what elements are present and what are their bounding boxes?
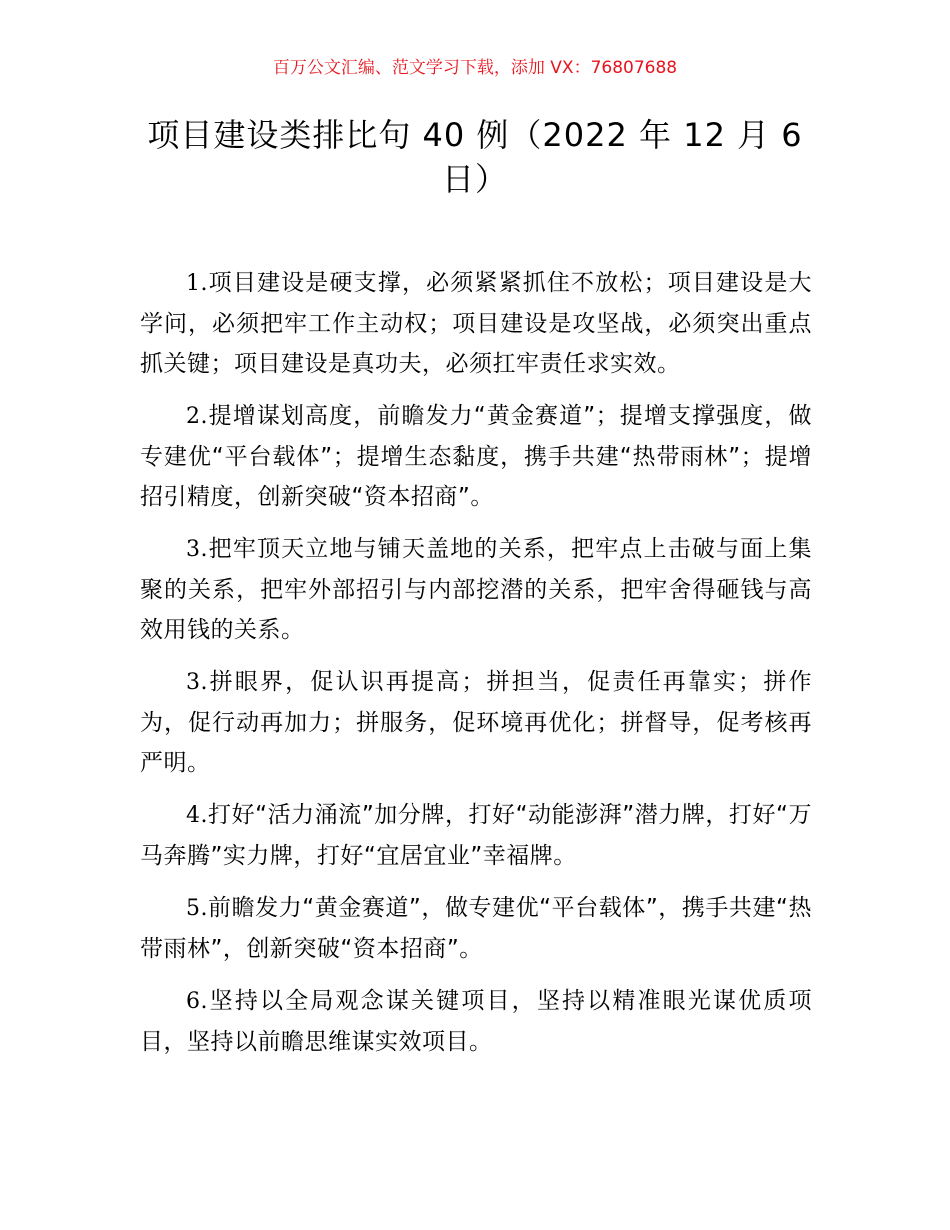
paragraph bbox=[140, 795, 812, 876]
paragraph-text: 把牢顶天立地与铺天盖地的关系，把牢点上击破与面上集聚的关系，把牢外部招引与内部挖潜的关系，把牢舍得砸钱与高效用钱的关系。 bbox=[140, 536, 812, 643]
paragraph bbox=[140, 396, 812, 517]
paragraph-text: 项目建设是硬支撑，必须紧紧抓住不放松；项目建设是大学问，必须把牢工作主动权；项目建设是攻坚战，必须突出重点抓关键；项目建设是真功夫，必须扛牢责任求实效。 bbox=[140, 270, 812, 377]
paragraph-text: 打好“活力涌流”加分牌，打好“动能澎湃”潜力牌，打好“万马奔腾”实力牌，打好“宜居宜业”幸福牌。 bbox=[140, 802, 812, 869]
paragraph-number: 3. bbox=[186, 670, 208, 695]
document-body bbox=[140, 263, 812, 1074]
paragraph-number: 2. bbox=[186, 404, 208, 429]
paragraph-text: 坚持以全局观念谋关键项目，坚持以精准眼光谋优质项目，坚持以前瞻思维谋实效项目。 bbox=[140, 988, 812, 1055]
header-banner bbox=[0, 56, 950, 80]
paragraph-text: 提增谋划高度，前瞻发力“黄金赛道”；提增支撑强度，做专建优“平台载体”；提增生态黏度，携手共建“热带雨林”；提增招引精度，创新突破“资本招商”。 bbox=[140, 403, 812, 510]
paragraph-text: 拼眼界，促认识再提高；拼担当，促责任再靠实；拼作为，促行动再加力；拼服务，促环境再优化；拼督导，促考核再严明。 bbox=[140, 669, 812, 776]
paragraph bbox=[140, 263, 812, 384]
paragraph-number: 4. bbox=[186, 803, 208, 828]
paragraph bbox=[140, 662, 812, 783]
paragraph bbox=[140, 981, 812, 1062]
paragraph-text: 前瞻发力“黄金赛道”，做专建优“平台载体”，携手共建“热带雨林”，创新突破“资本招商”。 bbox=[140, 895, 812, 962]
header-banner-text: 百万公文汇编、范文学习下载，添加 VX：76807688 bbox=[272, 58, 678, 78]
paragraph bbox=[140, 529, 812, 650]
paragraph-number: 1. bbox=[186, 271, 208, 296]
paragraph-number: 6. bbox=[186, 989, 208, 1014]
document-title: 项目建设类排比句 40 例（2022 年 12 月 6 日） bbox=[147, 116, 803, 198]
paragraph bbox=[140, 888, 812, 969]
paragraph-number: 5. bbox=[186, 896, 208, 921]
paragraph-number: 3. bbox=[186, 537, 208, 562]
